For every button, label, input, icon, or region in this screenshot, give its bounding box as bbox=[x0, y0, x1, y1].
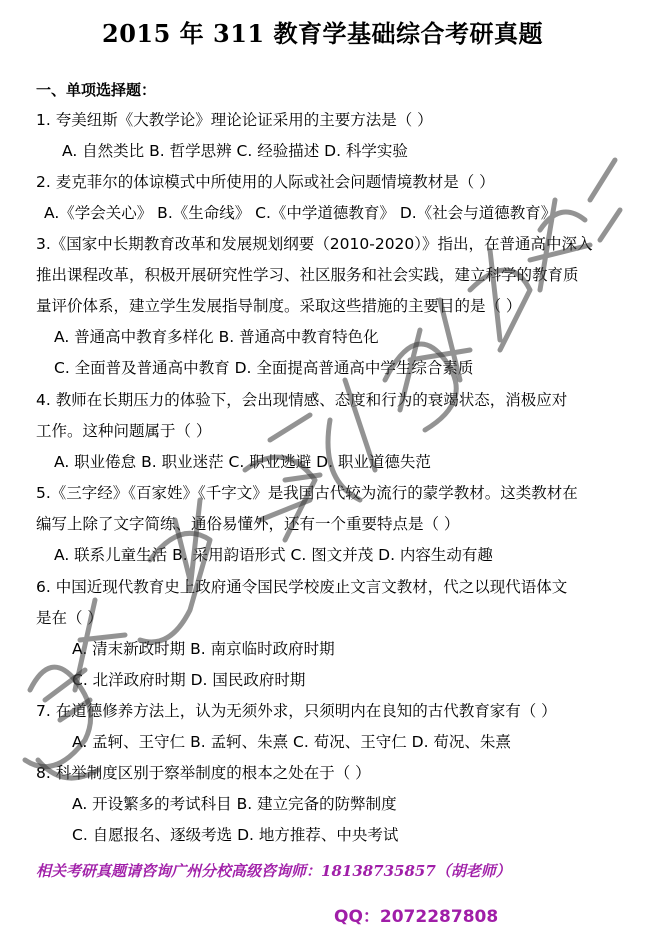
question-6-options-ab: A. 清末新政时期 B. 南京临时政府时期 bbox=[72, 640, 335, 658]
question-2-options: A.《学会关心》 B.《生命线》 C.《中学道德教育》 D.《社会与道德教育》 bbox=[44, 204, 557, 222]
section-heading: 一、单项选择题： bbox=[36, 81, 157, 99]
question-3-options-cd: C. 全面普及普通高中教育 D. 全面提高普通高中学生综合素质 bbox=[54, 359, 474, 377]
question-5-line-2: 编写上除了文字简练、通俗易懂外，还有一个重要特点是（ ） bbox=[36, 515, 460, 533]
question-3-options-ab: A. 普通高中教育多样化 B. 普通高中教育特色化 bbox=[54, 328, 379, 346]
question-8-options-cd: C. 自愿报名、逐级考选 D. 地方推荐、中央考试 bbox=[72, 826, 399, 844]
contact-line: 相关考研真题请咨询广州分校高级咨询师：18138735857（胡老师） bbox=[36, 862, 511, 880]
question-2: 2. 麦克菲尔的体谅模式中所使用的人际或社会问题情境教材是（ ） bbox=[36, 173, 495, 191]
question-4-line-2: 工作。这种问题属于（ ） bbox=[36, 422, 212, 440]
question-1-options: A. 自然类比 B. 哲学思辨 C. 经验描述 D. 科学实验 bbox=[62, 142, 408, 160]
question-4: 4. 教师在长期压力的体验下，会出现情感、态度和行为的衰竭状态，消极应对 bbox=[36, 391, 568, 409]
question-5: 5.《三字经》《百家姓》《千字文》是我国古代较为流行的蒙学教材。这类教材在 bbox=[36, 484, 578, 502]
question-5-options: A. 联系儿童生活 B. 采用韵语形式 C. 图文并茂 D. 内容生动有趣 bbox=[54, 546, 493, 564]
question-4-options: A. 职业倦怠 B. 职业迷茫 C. 职业逃避 D. 职业道德失范 bbox=[54, 453, 431, 471]
question-8: 8. 科举制度区别于察举制度的根本之处在于（ ） bbox=[36, 764, 371, 782]
question-6-line-2: 是在（ ） bbox=[36, 609, 103, 627]
qq-line: QQ：2072287808 bbox=[334, 907, 499, 927]
question-3: 3.《国家中长期教育改革和发展规划纲要（2010-2020）》指出，在普通高中深入 bbox=[36, 235, 593, 253]
question-8-options-ab: A. 开设繁多的考试科目 B. 建立完备的防弊制度 bbox=[72, 795, 397, 813]
question-3-line-3: 量评价体系，建立学生发展指导制度。采取这些措施的主要目的是（ ） bbox=[36, 297, 522, 315]
question-6-options-cd: C. 北洋政府时期 D. 国民政府时期 bbox=[72, 671, 306, 689]
question-3-line-2: 推出课程改革，积极开展研究性学习、社区服务和社会实践，建立科学的教育质 bbox=[36, 266, 579, 284]
page-title: 2015 年 311 教育学基础综合考研真题 bbox=[102, 19, 543, 48]
question-1: 1. 夸美纽斯《大教学论》理论论证采用的主要方法是（ ） bbox=[36, 111, 433, 129]
question-7-options: A. 孟轲、王守仁 B. 孟轲、朱熹 C. 荀况、王守仁 D. 荀况、朱熹 bbox=[72, 733, 511, 751]
question-6: 6. 中国近现代教育史上政府通令国民学校废止文言文教材，代之以现代语体文 bbox=[36, 578, 568, 596]
question-7: 7. 在道德修养方法上，认为无须外求，只须明内在良知的古代教育家有（ ） bbox=[36, 702, 557, 720]
